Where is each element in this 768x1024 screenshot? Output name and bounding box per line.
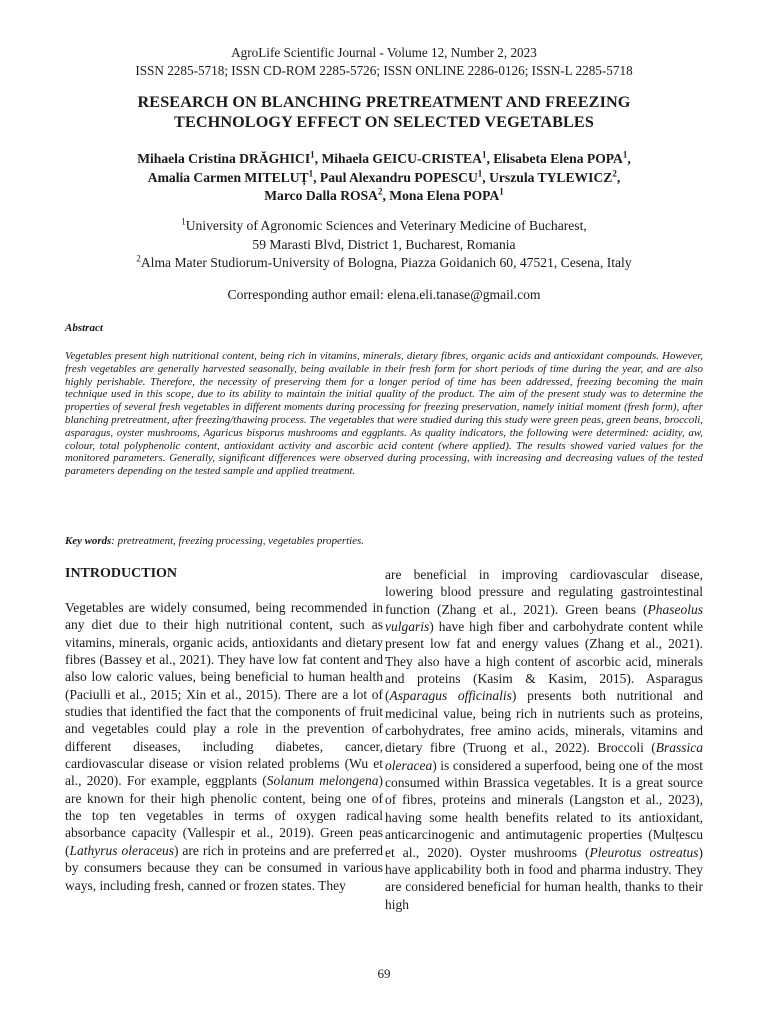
paragraph <box>385 566 703 913</box>
species-name: Pleurotus ostreatus <box>589 844 699 860</box>
paper-title <box>60 92 708 132</box>
page-number: 69 <box>377 966 391 981</box>
author-affiliation-mark: 2 <box>612 167 617 178</box>
paper-title-line-1: RESEARCH ON BLANCHING PRETREATMENT AND FREEZING <box>137 93 631 111</box>
author-name: Amalia Carmen MITELUȚ <box>147 169 309 185</box>
paragraph <box>65 599 383 894</box>
keywords <box>65 534 705 548</box>
author-affiliation-mark: 1 <box>499 186 504 197</box>
author-name: Mona Elena POPA <box>389 188 500 203</box>
abstract-heading: Abstract <box>65 322 103 334</box>
affiliation-text: University of Agronomic Sciences and Veterinary Medicine of Bucharest, <box>185 218 587 233</box>
journal-header <box>0 44 768 80</box>
author-line-3: Marco Dalla ROSA$^2$, Mona Elena POPA$^1$ <box>264 186 504 203</box>
species-name: Lathyrus oleraceus <box>69 842 174 858</box>
abstract-text: Vegetables present high nutritional content, being rich in vitamins, minerals, dietary fibres, organic acids and antioxidant compounds. However, fresh vegetables are generally harvested seasonally, being available in their fresh form for short periods of time during the year, and are also highly perishable. Therefore, the necessity of preserving them for a longer period of time has been addressed, freezing becoming the main technique used in this scope, due to its ability to maintain the initial quality of the product. The aim of the present study was to determine the properties of several fresh vegetables in different moments during processing for freezing preservation, namely initial moment (fresh form), after blanching pretreatment, after freezing/thawing process. The vegetables that were studied during this study were green peas, green beans, broccoli, asparagus, oyster mushrooms, Agaricus bisporus mushrooms and eggplants. As quality indicators, the following were determined: acidity, aw, colour, total polyphenolic content, antioxidant activity and ascorbic acid content (where applied). The results showed varied values for the monitored parameters. Generally, significant differences were observed during processing, with increasing and decreasing values of the tested parameters depending on the tested sample and applied treatment. <box>65 350 703 478</box>
author-affiliation-mark: 2 <box>377 186 383 197</box>
affiliations <box>60 217 708 273</box>
text-run: are beneficial in improving cardiovascular disease, lowering blood pressure and regulating gastrointestinal function (Zhang et al., 2021). Green beans ( <box>385 567 703 617</box>
paper-title-line-2: TECHNOLOGY EFFECT ON SELECTED VEGETABLES <box>174 113 594 131</box>
author-affiliation-mark: 1 <box>477 167 483 178</box>
text-run: ) are known for their high phenolic content, being one of the top ten vegetables in terms of oxygen radical absorbance capacity (Vallespir et al., 2019). Green peas ( <box>65 773 383 858</box>
corresponding-author: Corresponding author email: elena.eli.tanase@gmail.com <box>227 287 541 302</box>
species-name: Solanum melongena <box>266 773 379 789</box>
text-run: ) is considered a superfood, being one of the most consumed within Brassica vegetables. It is a great source of fibres, proteins and minerals (Langston et al., 2023), having some health benefits related to its antioxidant, anticarcinogenic and antimutagenic properties (Mulțescu et al., 2020). Oyster mushrooms ( <box>385 757 703 860</box>
column-right <box>385 566 703 913</box>
keywords-label: Key words <box>65 535 112 547</box>
author-affiliation-mark: 1 <box>622 149 628 160</box>
text-run: ) presents both nutritional and medicinal value, being rich in nutrients such as proteins, carbohydrates, free amino acids, minerals, vitamins and dietary fibre (Truong et al., 2022). Broccoli ( <box>385 688 704 756</box>
author-name: Urszula TYLEWICZ <box>489 169 613 185</box>
author-name: Elisabeta Elena POPA <box>493 151 623 166</box>
species-name: Asparagus officinalis <box>389 688 512 704</box>
author-affiliation-mark: 1 <box>310 149 315 160</box>
author-affiliation-mark: 1 <box>308 167 314 178</box>
author-name: Mihaela GEICU-CRISTEA <box>321 151 482 166</box>
text-run: ) have applicability both in food and pharma industry. They are considered beneficial for human health, thanks to their high <box>385 844 703 912</box>
affiliation-text: Alma Mater Studiorum-University of Bologna, Piazza Goidanich 60, 47521, Cesena, Italy <box>140 255 632 270</box>
text-run: Vegetables are widely consumed, being recommended in any diet due to their high nutritional content, such as vitamins, minerals, organic acids, antioxidants and dietary fibres (Bassey et al., 2021). They have low fat content and also low caloric values, being beneficial to human health (Paciulli et al., 2015; Xin et al., 2015). There are a lot of studies that identified the fact that the components of fruit and vegetables could play a role in the prevention of different diseases, including diabetes, cancer, cardiovascular disease or vision related problems (Wu et al., 2020). For example, eggplants ( <box>65 600 383 789</box>
author-affiliation-mark: 1 <box>481 149 487 160</box>
author-list <box>60 150 708 206</box>
affiliation-2 <box>60 254 708 273</box>
affiliation-1-line-2: 59 Marasti Blvd, District 1, Bucharest, Romania <box>252 236 516 252</box>
species-name: Phaseolus vulgaris <box>385 601 703 635</box>
affiliation-mark: 2 <box>136 253 141 264</box>
author-name: Marco Dalla ROSA <box>264 188 378 203</box>
keywords-text: : pretreatment, freezing processing, vegetables properties. <box>111 535 364 547</box>
journal-issn-line: ISSN 2285-5718; ISSN CD-ROM 2285-5726; ISSN ONLINE 2286-0126; ISSN-L 2285-5718 <box>135 63 633 78</box>
column-left <box>65 565 383 894</box>
journal-title-line: AgroLife Scientific Journal - Volume 12, Number 2, 2023 <box>231 45 537 60</box>
author-name: Mihaela Cristina DRĂGHICI <box>137 151 311 166</box>
text-run: ) are rich in proteins and are preferred by consumers because they can be consumed in various ways, including fresh, canned or frozen states. They <box>65 842 383 893</box>
author-line-2: Amalia Carmen MITELUȚ$^1$, Paul Alexandru POPESCU$^1$, Urszula TYLEWICZ$^2$, <box>147 167 621 185</box>
section-heading-introduction: INTRODUCTION <box>65 566 178 581</box>
affiliation-mark: 1 <box>181 216 186 227</box>
text-run: ) have high fiber and carbohydrate content while present low fat and energy values (Zhang et al., 2021). They also have a high content of ascorbic acid, minerals and proteins (Kasim & Kasim, 2015). Asparagus ( <box>385 619 703 704</box>
affiliation-1-line-1 <box>60 217 708 236</box>
species-name: Brassica oleracea <box>385 740 703 773</box>
author-line-1: Mihaela Cristina DRĂGHICI$^1$, Mihaela GEICU-CRISTEA$^1$, Elisabeta Elena POPA$^1$, <box>137 149 631 166</box>
author-name: Paul Alexandru POPESCU <box>319 169 478 185</box>
